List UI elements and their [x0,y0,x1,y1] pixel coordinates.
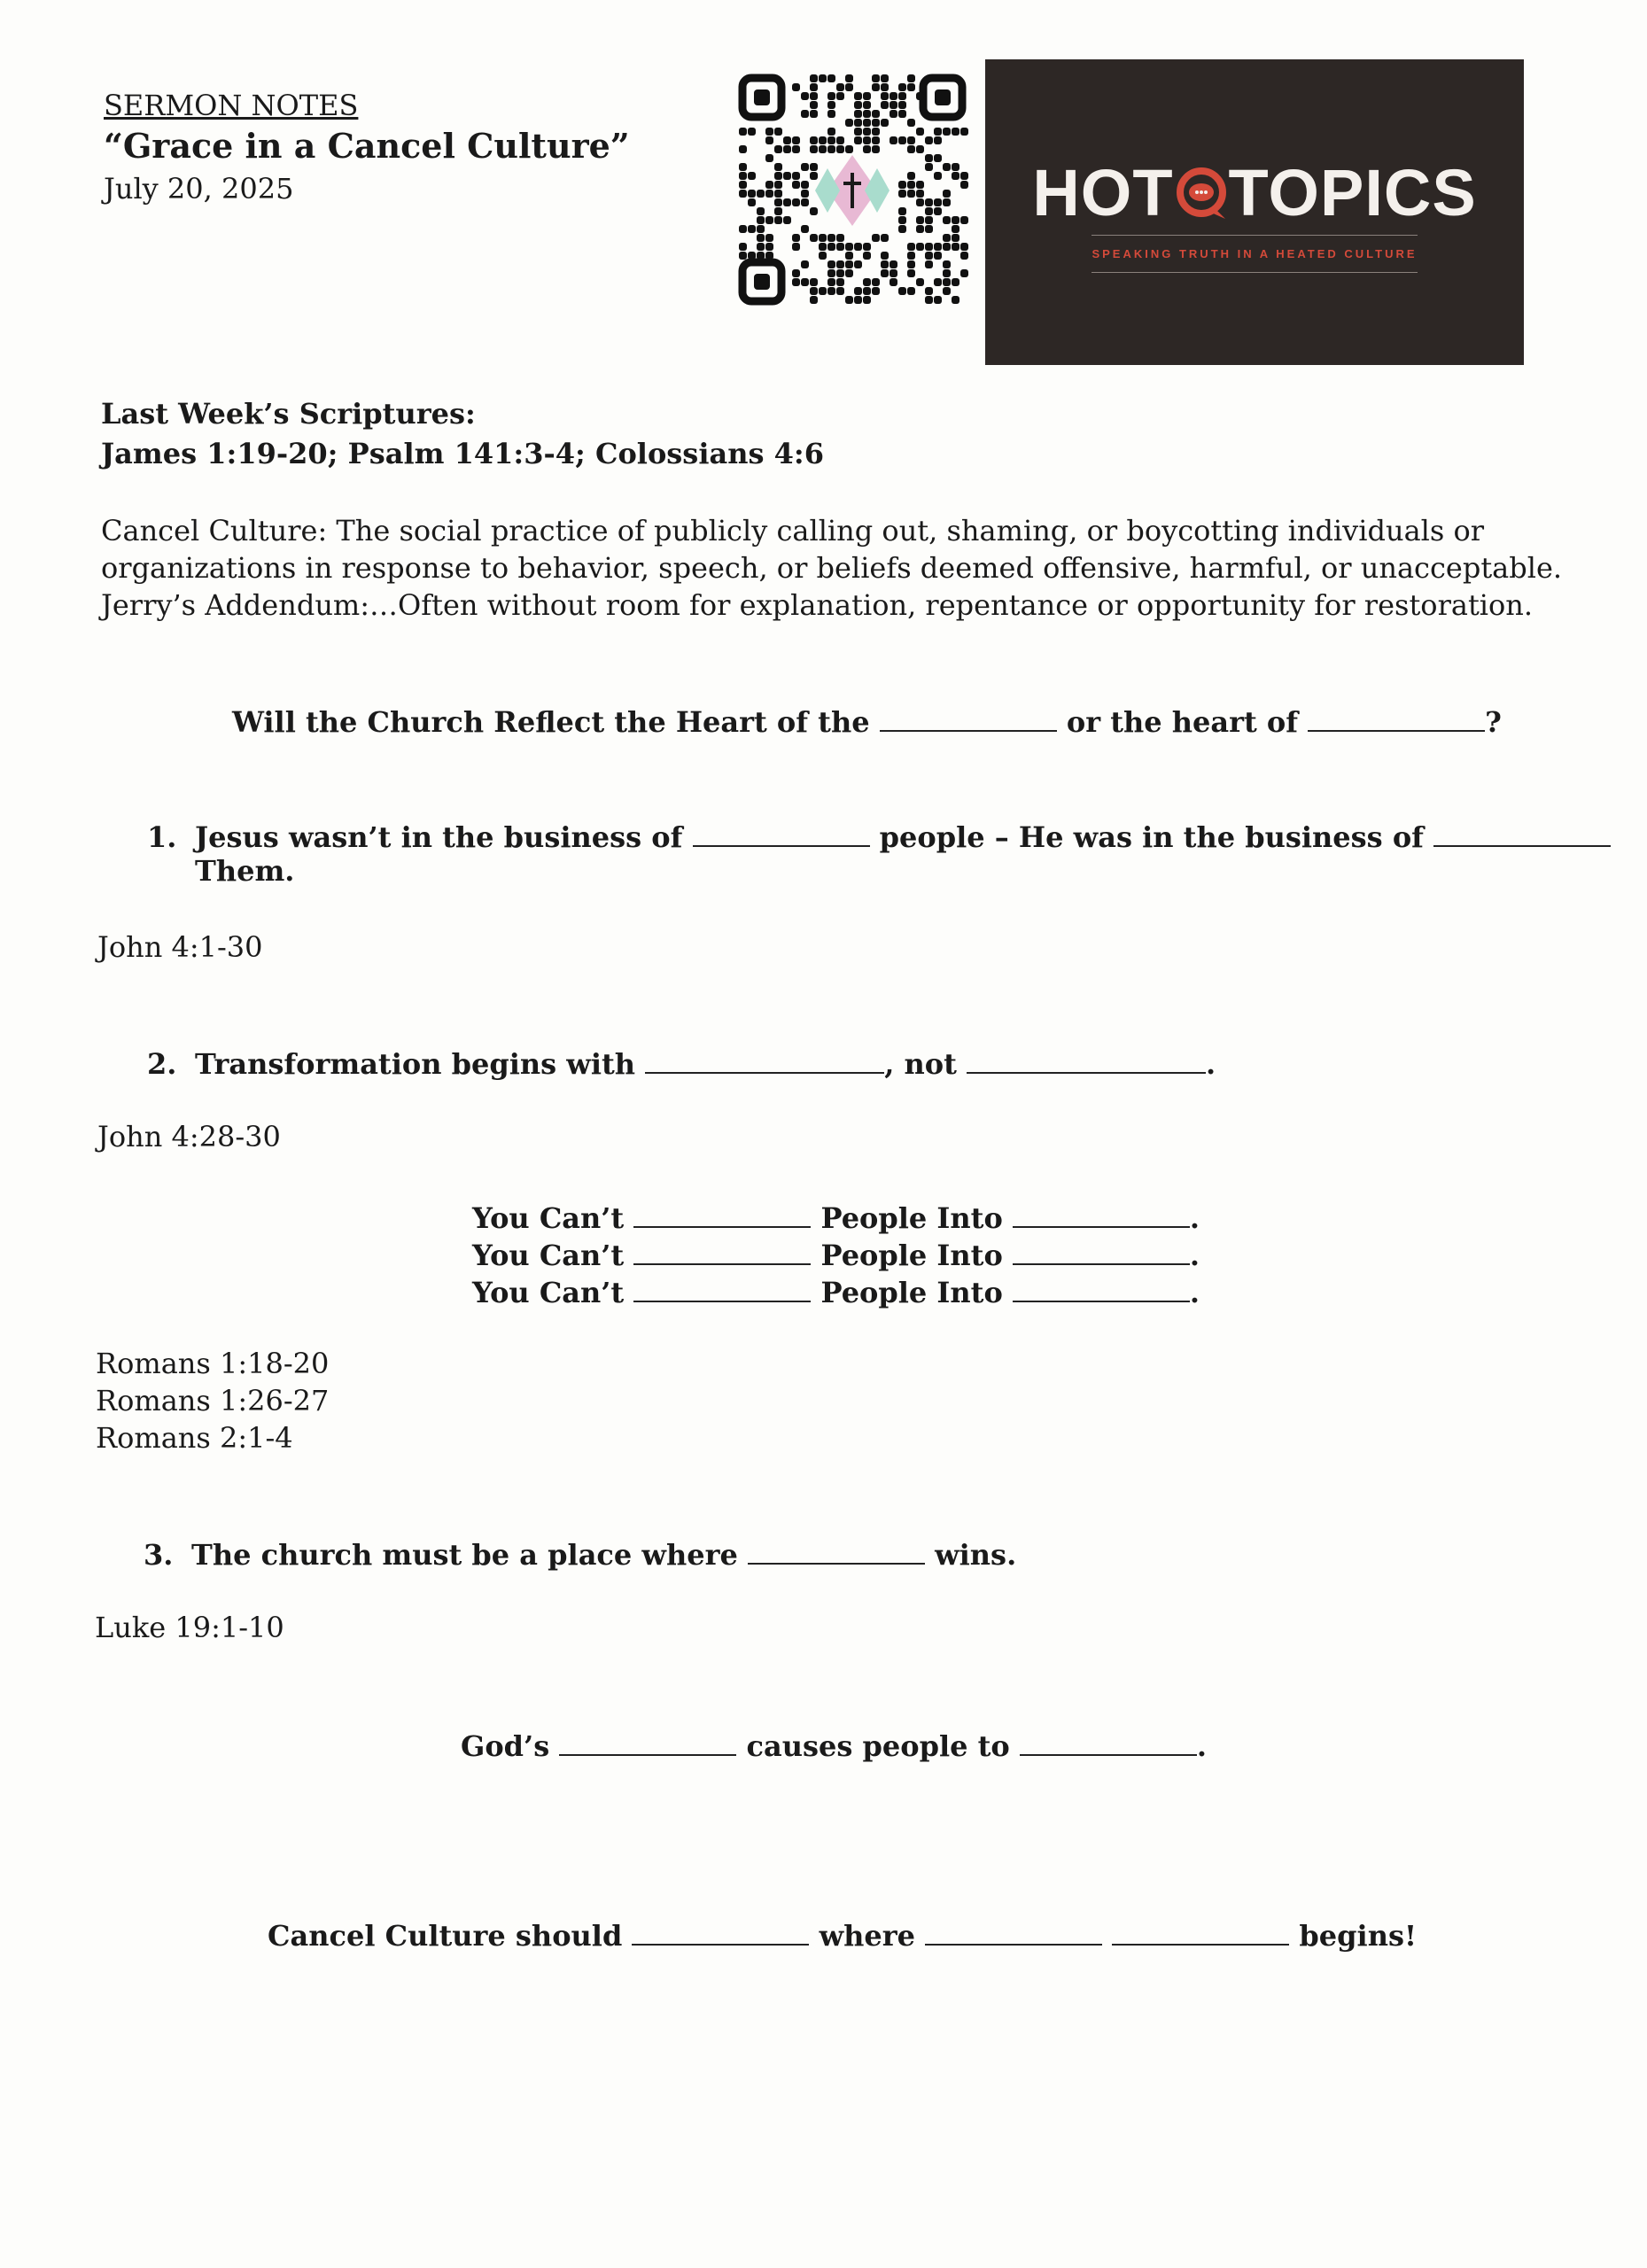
point-2 [147,1042,1216,1083]
fill-in-blank[interactable] [1020,1724,1197,1756]
period: . [1206,1047,1216,1081]
scripture-ref: John 4:1-30 [97,930,263,964]
point-text: Transformation begins with [195,1047,636,1081]
fill-in-blank[interactable] [967,1042,1206,1074]
speech-bubble-icon [1174,166,1229,221]
cant-line [472,1270,1200,1311]
last-week-heading: Last Week’s Scriptures: [101,397,476,431]
fill-in-blank[interactable] [1112,1914,1289,1946]
sermon-title: “Grace in a Cancel Culture” [104,126,630,166]
fill-in-blank[interactable] [645,1042,884,1074]
main-question [232,700,1502,741]
cant-text: You Can’t [472,1239,625,1272]
people-into-text: People Into [820,1201,1003,1235]
fill-in-blank[interactable] [633,1196,811,1228]
point-text: Jesus wasn’t in the business of [195,820,683,854]
fill-in-blank[interactable] [633,1233,811,1265]
fill-in-blank[interactable] [1433,815,1611,847]
logo-tagline: SPEAKING TRUTH IN A HEATED CULTURE [1092,247,1418,260]
closing-text: where [819,1919,915,1953]
fill-in-blank[interactable] [1013,1233,1190,1265]
point-text: people – He was in the business of [879,820,1424,854]
qr-code-icon [735,71,970,310]
fill-in-blank[interactable] [633,1270,811,1302]
point-text: wins. [935,1538,1017,1572]
question-text-2: or the heart of [1066,705,1298,739]
scripture-ref: John 4:28-30 [97,1120,281,1153]
period: . [1189,1276,1200,1309]
cant-text: You Can’t [472,1276,625,1309]
fill-in-blank[interactable] [1013,1196,1190,1228]
closing-text: Cancel Culture should [268,1919,623,1953]
point-1 [147,815,1611,856]
fill-in-blank[interactable] [693,815,870,847]
period: . [1189,1239,1200,1272]
definition-addendum: Jerry’s Addendum:…Often without room for explanation, repentance or opportunity for restoration. [101,588,1534,622]
last-week-refs: James 1:19-20; Psalm 141:3-4; Colossians 4:6 [101,437,824,470]
notes-label: SERMON NOTES [104,89,359,122]
scripture-ref: Romans 1:26-27 [96,1384,330,1418]
fill-in-blank[interactable] [632,1914,809,1946]
fill-in-blank[interactable] [925,1914,1102,1946]
definition-line-2: organizations in response to behavior, speech, or beliefs deemed offensive, harmful, or unacceptable. [101,551,1563,585]
fill-in-blank[interactable] [1013,1270,1190,1302]
closing-text: begins! [1299,1919,1418,1953]
point-text: , not [884,1047,957,1081]
point-number: 2. [147,1047,177,1081]
logo-word-hot: HOT [1032,156,1174,229]
point-3 [144,1533,1016,1573]
period: . [1189,1201,1200,1235]
cant-text: You Can’t [472,1201,625,1235]
fill-in-blank[interactable] [1308,700,1485,732]
point-number: 3. [144,1538,174,1572]
cant-line [472,1196,1200,1237]
people-into-text: People Into [820,1239,1003,1272]
cant-line [472,1233,1200,1274]
scripture-ref: Luke 19:1-10 [95,1611,284,1644]
gods-text: causes people to [746,1729,1010,1763]
gods-text: God’s [461,1729,550,1763]
question-mark: ? [1485,705,1502,739]
gods-line [461,1724,1207,1765]
definition-line-1: Cancel Culture: The social practice of publicly calling out, shaming, or boycotting individuals or [101,514,1485,548]
point-text: The church must be a place where [191,1538,738,1572]
closing-line [268,1914,1417,1954]
fill-in-blank[interactable] [559,1724,736,1756]
period: . [1196,1729,1208,1763]
fill-in-blank[interactable] [880,700,1057,732]
question-text-1: Will the Church Reflect the Heart of the [232,705,870,739]
logo-word-topics: TOPICS [1228,156,1477,229]
people-into-text: People Into [820,1276,1003,1309]
scripture-ref: Romans 1:18-20 [96,1347,330,1380]
fill-in-blank[interactable] [748,1533,925,1565]
point-1-line-2: Them. [195,854,295,888]
sermon-date: July 20, 2025 [104,172,294,206]
point-number: 1. [147,820,177,854]
hot-topics-logo [985,59,1524,365]
scripture-ref: Romans 2:1-4 [96,1421,293,1455]
